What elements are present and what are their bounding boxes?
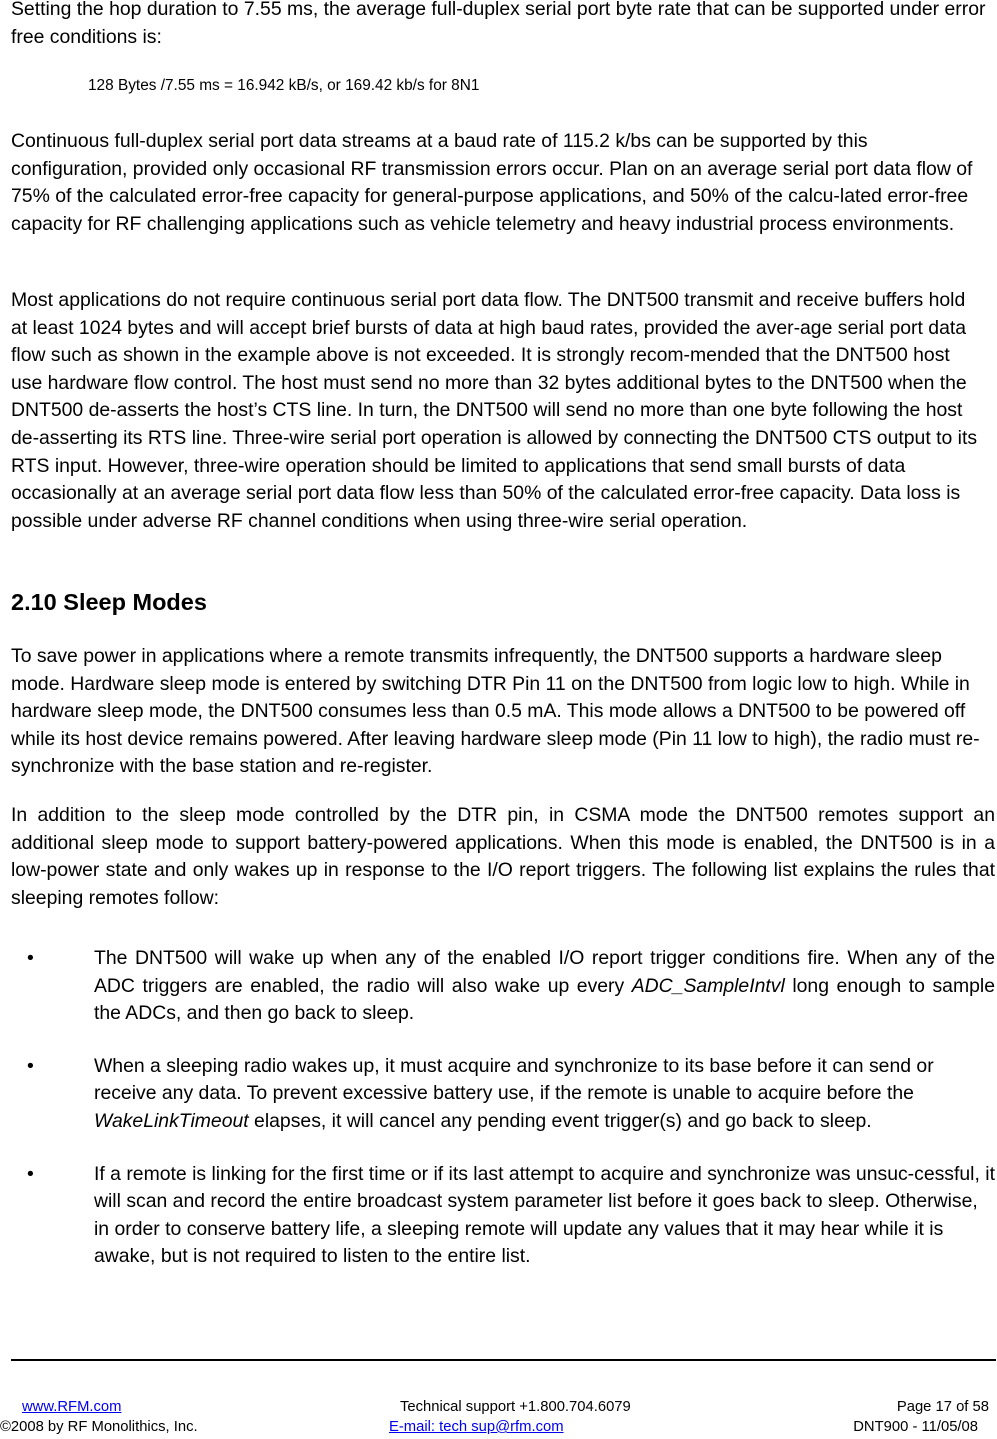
list-item-text-post: long enough to sample the ADCs, and then go back to sleep. bbox=[94, 974, 995, 1025]
section-heading-sleep-modes: 2.10 Sleep Modes bbox=[11, 589, 207, 615]
support-phone: Technical support +1.800.704.6079 bbox=[400, 1399, 631, 1415]
bullet-icon: • bbox=[27, 947, 34, 969]
list-item bbox=[11, 1053, 995, 1136]
list-item bbox=[11, 945, 995, 1028]
list-item bbox=[11, 1161, 995, 1271]
page-number: Page 17 of 58 bbox=[896, 1399, 989, 1415]
formula-byte-rate: 128 Bytes /7.55 ms = 16.942 kB/s, or 169.42 kb/s for 8N1 bbox=[88, 77, 480, 94]
email-link[interactable]: E-mail: tech sup@rfm.com bbox=[389, 1419, 564, 1435]
document-id: DNT900 - 11/05/08 bbox=[853, 1419, 978, 1435]
bullet-icon: • bbox=[27, 1162, 34, 1185]
website-link[interactable]: www.RFM.com bbox=[22, 1399, 122, 1415]
list-item-text: If a remote is linking for the first time or if its last attempt to acquire and synchronize was unsuc-cessful, it will scan and record the entire broadcast system parameter list before it goes back to sleep. Otherwise, in order to conserve battery life, a sleeping remote will update any values that it may hear while it is awake, but is not required to listen to the entire list. bbox=[94, 1162, 995, 1268]
footer-row-1 bbox=[11, 1397, 997, 1417]
sleep-rules-list bbox=[11, 945, 995, 1271]
paragraph-hop-duration: Setting the hop duration to 7.55 ms, the average full-duplex serial port byte rate that can be supported under error free conditions is: bbox=[11, 0, 986, 48]
paragraph-hardware-sleep: To save power in applications where a remote transmits infrequently, the DNT500 supports a hardware sleep mode. Hardware sleep mode is entered by switching DTR Pin 11 on the DNT500 from logic low to high. While in hardware sleep mode, the DNT500 consumes less than 0.5 mA. This mode allows a DNT500 to be powered off while its host device remains powered. After leaving hardware sleep mode (Pin 11 low to high), the radio must re-synchronize with the base station and re-register. bbox=[11, 645, 980, 778]
bullet-icon: • bbox=[27, 1054, 34, 1077]
paragraph-flow-control: Most applications do not require continuous serial port data flow. The DNT500 transmit and receive buffers hold at least 1024 bytes and will accept brief bursts of data at high baud rates, provided the aver-age serial port data flow such as shown in the example above is not exceeded. It is strongly recom-mended that the DNT500 host use hardware flow control. The host must send no more than 32 bytes additional bytes to the DNT500 when the DNT500 de-asserts the host’s CTS line. In turn, the DNT500 will send no more than one byte following the host de-asserting its RTS line. Three-wire serial port operation is allowed by connecting the DNT500 CTS output to its RTS input. However, three-wire operation should be limited to applications that send small bursts of data occasionally at an average serial port data flow less than 50% of the calculated error-free capacity. Data loss is possible under adverse RF channel conditions when using three-wire serial operation. bbox=[11, 289, 978, 532]
list-item-text-pre: The DNT500 will wake up when any of the enabled I/O report trigger conditions fire. When any of the ADC triggers are enabled, the radio will also wake up every bbox=[94, 947, 995, 997]
page-footer bbox=[0, 1397, 997, 1437]
list-item-text-post: elapses, it will cancel any pending event trigger(s) and go back to sleep. bbox=[248, 1109, 872, 1132]
paragraph-full-duplex: Continuous full-duplex serial port data streams at a baud rate of 115.2 k/bs can be supported by this configuration, provided only occasional RF transmission errors occur. Plan on an average serial port data flow of 75% of the calculated error-free capacity for general-purpose applications, and 50% of the calcu-lated error-free capacity for RF challenging applications such as vehicle telemetry and heavy industrial process environments. bbox=[11, 130, 973, 235]
list-item-text-pre: When a sleeping radio wakes up, it must acquire and synchronize to its base before it can send or receive any data. To prevent excessive battery use, if the remote is unable to acquire before the bbox=[94, 1054, 934, 1105]
list-item-term: WakeLinkTimeout bbox=[94, 1109, 249, 1132]
paragraph-csma-sleep: In addition to the sleep mode controlled by the DTR pin, in CSMA mode the DNT500 remotes support an additional sleep mode to support battery-powered applications. When this mode is enabled, the DNT500 is in a low-power state and only wakes up in response to the I/O report triggers. The following list explains the rules that sleeping remotes follow: bbox=[11, 804, 995, 909]
footer-divider bbox=[11, 1359, 996, 1361]
copyright: ©2008 by RF Monolithics, Inc. bbox=[0, 1419, 198, 1435]
footer-row-2 bbox=[0, 1417, 997, 1437]
list-item-term: ADC_SampleIntvl bbox=[631, 974, 785, 997]
